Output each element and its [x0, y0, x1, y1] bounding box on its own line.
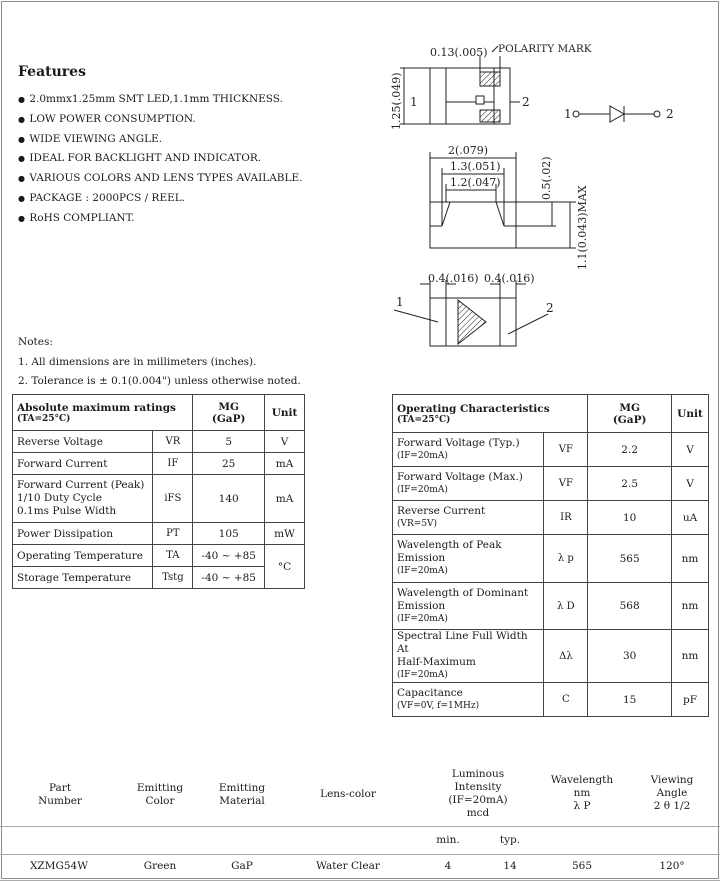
feature-item: ● WIDE VIEWING ANGLE.	[18, 130, 378, 150]
polarity-label: POLARITY MARK	[498, 43, 592, 55]
table-row: Wavelength of Peak Emission (IF=20mA) λ p 565 nm	[393, 535, 709, 583]
header-part-number: Part Number	[38, 782, 82, 807]
feature-item: ● PACKAGE : 2000PCS / REEL.	[18, 189, 378, 209]
features-list	[18, 90, 378, 229]
dim-013: 0.13(.005)	[430, 46, 488, 59]
table-row: Forward Voltage (Max.) (IF=20mA) VF 2.5 V	[393, 467, 709, 501]
header-luminous-intensity: Luminous Intensity (IF=20mA) mcd	[448, 768, 508, 819]
bullet-icon: ●	[18, 134, 25, 144]
header-viewing-angle: Viewing Angle 2 θ 1/2	[650, 774, 694, 812]
side-view-body	[430, 202, 516, 248]
header-min: min.	[436, 834, 460, 846]
bullet-icon: ●	[18, 213, 25, 223]
pin2-top: 2	[522, 95, 530, 109]
table-row: Spectral Line Full Width At Half-Maximum (IF=20mA) Δλ 30 nm	[393, 630, 709, 683]
note-item: 2. Tolerance is ± 0.1(0.004") unless otherwise noted.	[18, 375, 301, 387]
note-item: 1. All dimensions are in millimeters (inches).	[18, 355, 257, 368]
bullet-icon: ●	[18, 95, 25, 104]
diode-pin1: 1	[564, 107, 572, 121]
dim-125: 1.25(.049)	[390, 72, 403, 130]
table-row: Storage Temperature Tstg -40 ~ +85	[13, 567, 305, 589]
dim-11max: 1.1(0.043)MAX	[576, 185, 589, 270]
dim-04b: 0.4(.016)	[484, 272, 535, 285]
table-row: Operating Temperature TA -40 ~ +85 °C	[13, 545, 305, 567]
op-header: Operating Characteristics (TA=25°C)	[393, 395, 588, 433]
table-row: Forward Current (Peak) 1/10 Duty Cycle 0.1ms Pulse Width iFS 140 mA	[13, 475, 305, 523]
notes-title: Notes:	[18, 336, 53, 348]
dim-2: 2(.079)	[448, 144, 489, 157]
features-section	[18, 64, 378, 229]
bullet-icon: ●	[18, 154, 25, 164]
table-row: Reverse Current (VR=5V) IR 10 uA	[393, 501, 709, 535]
diode-pin2: 2	[666, 107, 674, 121]
dim-13: 1.3(.051)	[450, 160, 501, 173]
package-drawing	[380, 36, 710, 356]
table-row: Reverse Voltage VR 5 V	[13, 431, 305, 453]
absolute-ratings-table	[12, 394, 305, 589]
header-wavelength: Wavelength nm λ P	[550, 774, 614, 812]
table-row: XZMG54W Green GaP Water Clear 4 14 565 120°	[0, 854, 720, 881]
header-emitting-material: Emitting Material	[218, 782, 266, 807]
table-row: Power Dissipation PT 105 mW	[13, 523, 305, 545]
bullet-icon: ●	[18, 193, 25, 203]
features-title: Features	[18, 64, 86, 80]
header-typ: typ.	[499, 834, 521, 846]
dim-12: 1.2(.047)	[450, 176, 501, 189]
table-row: Forward Current IF 25 mA	[13, 453, 305, 475]
bullet-icon: ●	[18, 114, 25, 124]
feature-item: ● 2.0mmx1.25mm SMT LED,1.1mm THICKNESS.	[18, 90, 378, 110]
op-header-unit: Unit	[672, 395, 709, 433]
part-table-subheader	[0, 826, 720, 855]
part-table-header	[0, 760, 720, 827]
op-header-mg: MG (GaP)	[588, 395, 672, 433]
feature-item: ● IDEAL FOR BACKLIGHT AND INDICATOR.	[18, 149, 378, 169]
header-lens-color: Lens-color	[320, 788, 376, 800]
table-row: Capacitance (VF=0V, f=1MHz) C 15 pF	[393, 683, 709, 717]
feature-item: ● VARIOUS COLORS AND LENS TYPES AVAILABLE.	[18, 169, 378, 189]
feature-item: ● RoHS COMPLIANT.	[18, 209, 378, 229]
header-emitting-color: Emitting Color	[136, 782, 184, 807]
dim-05: 0.5(.02)	[540, 156, 553, 200]
pin2-bottom: 2	[546, 301, 554, 315]
bullet-icon: ●	[18, 174, 25, 184]
abs-header-unit: Unit	[265, 395, 305, 431]
polarity-mark	[480, 72, 500, 86]
abs-header-mg: MG (GaP)	[193, 395, 265, 431]
operating-characteristics-table	[392, 394, 709, 717]
notes-section	[18, 333, 301, 392]
pin1-top: 1	[410, 95, 418, 109]
table-row: Wavelength of Dominant Emission (IF=20mA) λ D 568 nm	[393, 583, 709, 630]
table-row: Forward Voltage (Typ.) (IF=20mA) VF 2.2 V	[393, 433, 709, 467]
dim-04a: 0.4(.016)	[428, 272, 479, 285]
pin1-bottom: 1	[396, 295, 404, 309]
abs-header: Absolute maximum ratings (TA=25°C)	[13, 395, 193, 431]
feature-item: ● LOW POWER CONSUMPTION.	[18, 110, 378, 130]
